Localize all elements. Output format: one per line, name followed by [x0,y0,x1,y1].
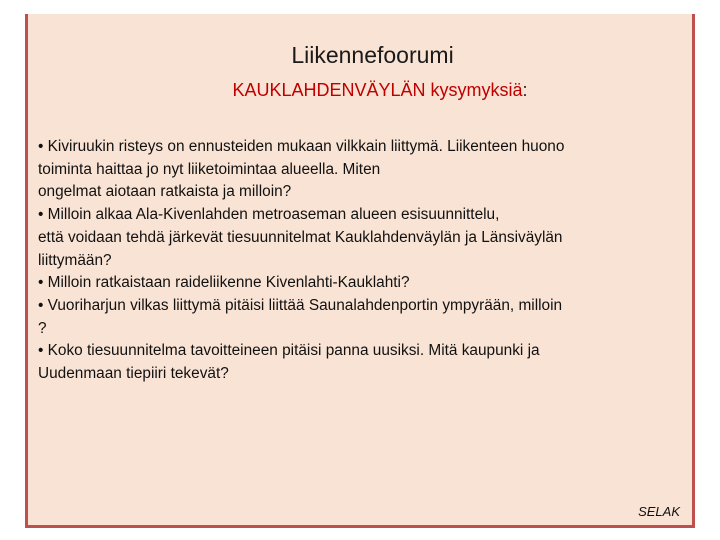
text-line: • Milloin alkaa Ala-Kivenlahden metroaseman alueen esisuunnittelu, [38,206,500,224]
text-line: ongelmat aiotaan ratkaista ja milloin? [38,183,292,201]
text-line: • Kiviruukin risteys on ennusteiden mukaan vilkkain liittymä. Liikenteen huono [38,138,565,155]
subtitle-colon: : [522,80,528,100]
text-line: toiminta haittaa jo nyt liiketoimintaa alueella. Miten [38,160,381,178]
text-line: liittymään? [38,251,112,269]
footer-label: SELAK [638,504,680,519]
text-line: Uudenmaan tiepiiri tekevät? [38,365,229,383]
slide-subtitle [28,80,692,101]
text-line: ? [38,319,47,337]
questions-text [38,136,688,386]
text-line: • Koko tiesuunnitelma tavoitteineen pitäisi panna uusiksi. Mitä kaupunki ja [38,342,540,360]
text-line: että voidaan tehdä järkevät tiesuunnitelmat Kauklahdenväylän ja Länsiväylän [38,228,563,246]
slide-title: Liikennefoorumi [291,42,454,68]
subtitle-text: KAUKLAHDENVÄYLÄN kysymyksiä [232,80,523,100]
text-line: • Vuoriharjun vilkas liittymä pitäisi liittää Saunalahdenportin ympyrään, milloin [38,296,563,314]
slide-panel [25,14,695,528]
text-line: • Milloin ratkaistaan raideliikenne Kivenlahti-Kauklahti? [38,274,410,292]
